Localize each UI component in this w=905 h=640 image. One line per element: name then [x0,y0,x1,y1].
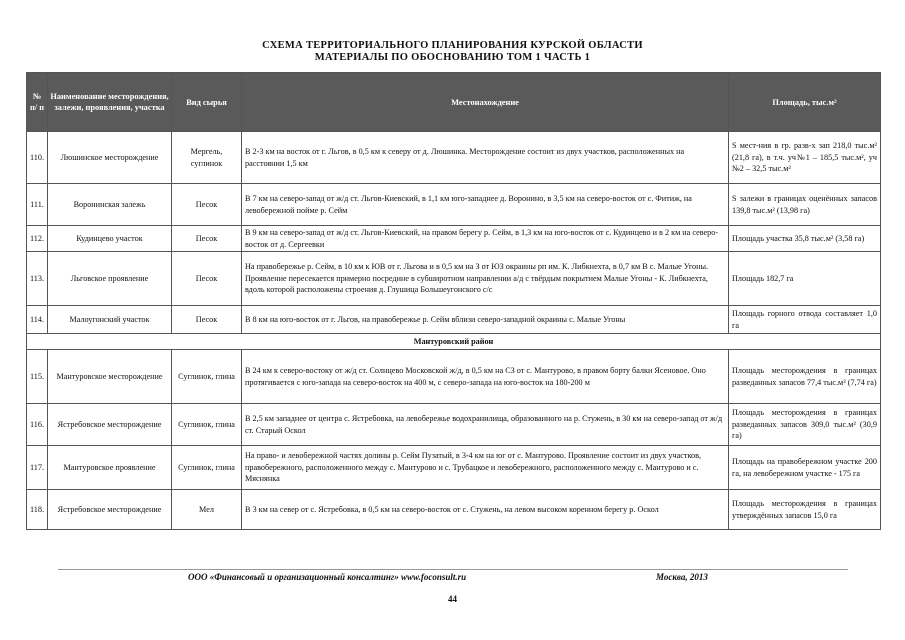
raw-material-type: Суглинок, глина [172,404,242,446]
column-header-area: Площадь, тыс.м² [729,73,881,132]
table-row [27,404,881,446]
table-row [27,252,881,306]
table-row [27,350,881,404]
deposit-location: В 9 км на северо-запад от ж/д ст. Льгов-Киевский, на правом берегу р. Сейм, в 1,3 км на юго-восток от с. Кудинцево и в 2 км на северо-восток от д. Сергеевки [242,226,729,252]
table-row [27,306,881,334]
deposit-name: Ястребовское месторождение [48,490,172,530]
deposit-name: Мантуровское проявление [48,446,172,490]
table-row [27,132,881,184]
table-row [27,446,881,490]
deposit-name: Мантуровское месторождение [48,350,172,404]
table-row [27,490,881,530]
deposit-location: В 3 км на север от с. Ястребовка, в 0,5 км на северо-восток от с. Стужень, на левом высоком коренном берегу р. Оскол [242,490,729,530]
deposit-location: На право- и левобережной частях долины р. Сейм Пузатый, в 3-4 км на юг от с. Мантурово. Проявление состоит из двух участков, правобережного, расположенного между с. Мантурово и с. Трубацкое и левобережного, расположенного между с. Мантурово и с. Мяснянка [242,446,729,490]
raw-material-type: Песок [172,252,242,306]
raw-material-type: Песок [172,306,242,334]
deposit-area: Площадь участка 35,8 тыс.м² (3,58 га) [729,226,881,252]
deposits-table [26,72,881,530]
deposit-location: В 7 км на северо-запад от ж/д ст. Льгов-Киевский, в 1,1 км юго-западнее д. Воронино, в 3,5 км на северо-восток от с. Фитиж, на левобережной пойме р. Сейм [242,184,729,226]
column-header-name: Наименование месторождения, залежи, проявления, участка [48,73,172,132]
row-number: 118. [27,490,48,530]
raw-material-type: Суглинок, глина [172,350,242,404]
district-row [27,334,881,350]
footer-company: ООО «Финансовый и организационный консалтинг» www.foconsult.ru [188,572,467,582]
deposit-area: Площадь месторождения в границах утверждённых запасов 15,0 га [729,490,881,530]
deposit-area: S залежи в границах оценённых запасов 139,8 тыс.м² (13,98 га) [729,184,881,226]
row-number: 115. [27,350,48,404]
row-number: 111. [27,184,48,226]
deposit-name: Ястребовское месторождение [48,404,172,446]
table-header-row [27,73,881,132]
deposit-area: Площадь месторождения в границах разведанных запасов 77,4 тыс.м² (7,74 га) [729,350,881,404]
raw-material-type: Мел [172,490,242,530]
table-row [27,184,881,226]
deposit-area: S мест-ния в гр. разв-х зап 218,0 тыс.м² (21,8 га), в т.ч. уч№1 – 185,5 тыс.м², уч №2 – 32,5 тыс.м² [729,132,881,184]
page-number: 44 [448,594,457,604]
deposit-area: Площадь горного отвода составляет 1,0 га [729,306,881,334]
column-header-number: № п/ п [27,73,48,132]
row-number: 110. [27,132,48,184]
deposit-name: Люшинское месторождение [48,132,172,184]
district-heading: Мантуровский район [27,334,881,350]
column-header-type: Вид сырья [172,73,242,132]
deposit-area: Площадь 182,7 га [729,252,881,306]
document-title: СХЕМА ТЕРРИТОРИАЛЬНОГО ПЛАНИРОВАНИЯ КУРСКОЙ ОБЛАСТИ [262,40,643,51]
footer-city-year: Москва, 2013 [656,572,708,582]
deposit-area: Площадь месторождения в границах разведанных запасов 309,0 тыс.м² (30,9 га) [729,404,881,446]
raw-material-type: Песок [172,226,242,252]
row-number: 113. [27,252,48,306]
table-row [27,226,881,252]
raw-material-type: Мергель, суглинок [172,132,242,184]
document-subtitle: МАТЕРИАЛЫ ПО ОБОСНОВАНИЮ ТОМ 1 ЧАСТЬ 1 [314,52,591,63]
deposit-name: Льговское проявление [48,252,172,306]
deposit-area: Площадь на правобережном участке 200 га, на левобережном участке - 175 га [729,446,881,490]
deposit-location: В 2,5 км западнее от центра с. Ястребовка, на левобережье водохранилища, образованного на р. Стужень, в 30 км на северо-запад от ж/д ст. Старый Оскол [242,404,729,446]
footer-divider [58,569,848,570]
deposit-location: В 8 км на юго-восток от г. Льгов, на правобережье р. Сейм вблизи северо-западной окраины с. Малые Угоны [242,306,729,334]
deposit-location: В 2-3 км на восток от г. Льгов, в 0,5 км к северу от д. Люшинка. Месторождение состоит из двух участков, расположенных на расстоянии 1,5 км [242,132,729,184]
deposit-name: Кудинцево участок [48,226,172,252]
column-header-location: Местонахождение [242,73,729,132]
raw-material-type: Суглинок, глина [172,446,242,490]
deposit-location: На правобережье р. Сейм, в 10 км к ЮВ от г. Льгова и в 0,5 км на З от ЮЗ окраины рп им. К. Либкнехта, в 0,7 км В с. Малые Угоны. Проявление пересекается примерно посредине в субширотном направлении а/д с твёрдым покрытием Малые Угоны - К. Либкнехта, вдоль которой расположены строения д. Глушица Большеугонского с/с [242,252,729,306]
raw-material-type: Песок [172,184,242,226]
deposit-name: Малоугонский участок [48,306,172,334]
deposit-name: Воронинская залежь [48,184,172,226]
row-number: 114. [27,306,48,334]
row-number: 117. [27,446,48,490]
deposit-location: В 24 км к северо-востоку от ж/д ст. Солнцево Московской ж/д, в 0,5 км на СЗ от с. Мантурово, в правом борту балки Ясеновое. Оно протягивается с юго-запада на северо-восток на 400 м, с северо-запада на юго-восток на 180-200 м [242,350,729,404]
row-number: 112. [27,226,48,252]
row-number: 116. [27,404,48,446]
